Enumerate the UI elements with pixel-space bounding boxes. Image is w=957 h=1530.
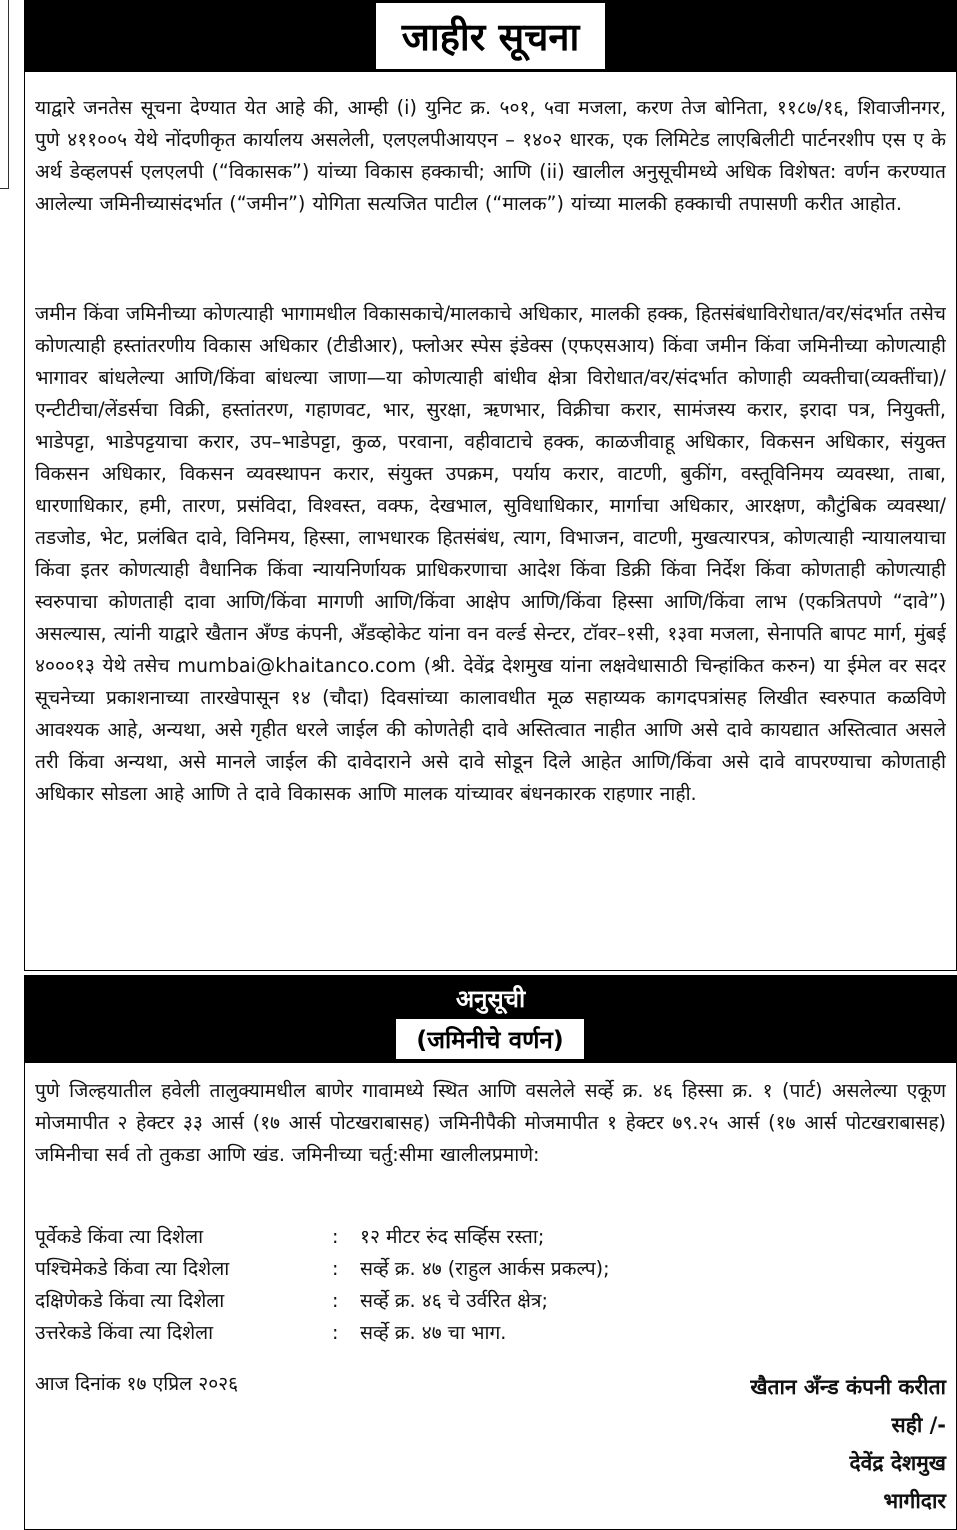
boundary-value: १२ मीटर रुंद सर्व्हिस रस्ता; xyxy=(360,1225,545,1248)
signature-mark: सही /- xyxy=(891,1413,946,1437)
signatory-role: भागीदार xyxy=(883,1489,946,1513)
notice-title: जाहीर सूचना xyxy=(376,3,606,69)
boundary-direction: उत्तरेकडे किंवा त्या दिशेला xyxy=(35,1321,214,1344)
boundary-direction: पूर्वेकडे किंवा त्या दिशेला xyxy=(35,1225,204,1248)
schedule-header xyxy=(24,975,957,1063)
boundary-direction: दक्षिणेकडे किंवा त्या दिशेला xyxy=(35,1289,225,1312)
boundary-colon: : xyxy=(332,1289,339,1312)
boundary-row-south xyxy=(35,1285,946,1317)
boundary-row-east xyxy=(35,1221,946,1253)
notice-body xyxy=(24,72,957,971)
land-description: पुणे जिल्हयातील हवेली तालुक्यामधील बाणेर गावामध्ये स्थित आणि वसलेले सर्व्हे क्र. ४६ हिस्सा क्र. १ (पार्ट) असलेल्या एकूण मोजमापीत २ हेक्टर ३३ आर्स (१७ आर्स पोटखराबासह) जमिनीपैकी मोजमापीत १ हेक्टर ७९.२५ आर्स (१७ आर्स पोटखराबासह) जमिनीचा सर्व तो तुकडा आणि खंड. जमिनीच्या चर्तु:सीमा खालीलप्रमाणे: xyxy=(35,1079,946,1166)
boundary-value: सर्व्हे क्र. ४६ चे उर्वरित क्षेत्र; xyxy=(360,1289,548,1312)
boundary-colon: : xyxy=(332,1321,339,1344)
boundary-direction: पश्चिमेकडे किंवा त्या दिशेला xyxy=(35,1257,230,1280)
page-edge-mark xyxy=(0,0,9,189)
boundary-row-west xyxy=(35,1253,946,1285)
boundary-value: सर्व्हे क्र. ४७ चा भाग. xyxy=(360,1321,507,1344)
boundary-colon: : xyxy=(332,1225,339,1248)
boundary-value: सर्व्हे क्र. ४७ (राहुल आर्कस प्रकल्प); xyxy=(360,1257,610,1280)
notice-frame xyxy=(24,0,957,1529)
schedule-subtitle: (जमिनीचे वर्णन) xyxy=(396,1019,584,1059)
signature-firm: खैतान अँन्ड कंपनी करीता xyxy=(750,1375,946,1399)
boundary-row-north xyxy=(35,1317,946,1349)
title-bar xyxy=(24,0,957,72)
boundaries-list xyxy=(35,1221,946,1349)
schedule-body xyxy=(24,1063,957,1530)
notice-date: आज दिनांक १७ एप्रिल २०२६ xyxy=(35,1372,239,1395)
boundary-colon: : xyxy=(332,1257,339,1280)
signatory-name: देवेंद्र देशमुख xyxy=(849,1451,946,1475)
paragraph-investigation: याद्वारे जनतेस सूचना देण्यात येत आहे की, आम्ही (i) युनिट क्र. ५०१, ५वा मजला, करण तेज बोनिता, ११८७/१६, शिवाजीनगर, पुणे ४११००५ येथे नोंदणीकृत कार्यालय असलेली, एलएलपीआयएन – १४०२ धारक, एक लिमिटेड लाएबिलीटी पार्टनरशीप एस ए के अर्थ डेव्हलपर्स एलएलपी (“विकासक”) यांच्या विकास हक्काची; आणि (ii) खालील अनुसूचीमध्ये अधिक विशेषत: वर्णन करण्यात आलेल्या जमिनीच्यासंदर्भात (“जमीन”) योगिता सत्यजित पाटील (“मालक”) यांच्या मालकी हक्काची तपासणी करीत आहोत. xyxy=(35,96,946,215)
schedule-title: अनुसूची xyxy=(455,985,526,1013)
signature-block xyxy=(750,1368,946,1520)
paragraph-claims: जमीन किंवा जमिनीच्या कोणत्याही भागामधील विकासकाचे/मालकाचे अधिकार, मालकी हक्क, हितसंबंधाविरोधात/वर/संदर्भात तसेच कोणत्याही हस्तांतरणीय विकास अधिकार (टीडीआर), फ्लोअर स्पेस इंडेक्स (एफएसआय) किंवा जमीन किंवा जमिनीच्या कोणत्याही भागावर बांधलेल्या आणि/किंवा बांधल्या जाणा—या कोणत्याही बांधीव क्षेत्रा विरोधात/वर/संदर्भात कोणाही व्यक्तीचा(व्यक्तींचा)/एन्टीटीचा/लेंडर्सचा विक्री, हस्तांतरण, गहाणवट, भार, सुरक्षा, ऋणभार, विक्रीचा करार, सामंजस्य करार, इरादा पत्र, नियुक्ती, भाडेपट्टा, भाडेपट्टयाचा करार, उप–भाडेपट्टा, कुळ, परवाना, वहीवाटाचे हक्क, काळजीवाहू अधिकार, विकसन अधिकार, संयुक्त विकसन अधिकार, विकसन व्यवस्थापन करार, संयुक्त उपक्रम, पर्याय करार, वाटणी, बुकींग, वस्तूविनिमय व्यवस्था, ताबा, धारणाधिकार, हमी, तारण, प्रसंविदा, विश्वस्त, वक्फ, देखभाल, सुविधाधिकार, मार्गाचा अधिकार, आरक्षण, कौटुंबिक व्यवस्था/तडजोड, भेट, प्रलंबित दावे, विनिमय, हिस्सा, लाभधारक हितसंबंध, त्याग, विभाजन, वाटणी, मुखत्यारपत्र, कोणत्याही न्यायालयाचा किंवा इतर कोणत्याही वैधानिक किंवा न्यायनिर्णायक प्राधिकरणाचा आदेश किंवा डिक्री किंवा निर्देश किंवा कोणताही कोणत्याही स्वरुपाचा कोणताही दावा आणि/किंवा मागणी आणि/किंवा आक्षेप आणि/किंवा हिस्सा आणि/किंवा लाभ (एकत्रितपणे “दावे”) असल्यास, त्यांनी याद्वारे खैतान अँण्ड कंपनी, अँडव्होकेट यांना वन वर्ल्ड सेन्टर, टॉवर–१सी, १३वा मजला, सेनापति बापट मार्ग, मुंबई ४०००१३ येथे तसेच mumbai@khaitanco.com (श्री. देवेंद्र देशमुख यांना लक्षवेधासाठी चिन्हांकित करुन) या ईमेल वर सदर सूचनेच्या प्रकाशनाच्या तारखेपासून १४ (चौदा) दिवसांच्या कालावधीत मूळ सहाय्यक कागदपत्रांसह लिखीत स्वरुपात कळविणे आवश्यक आहे, अन्यथा, असे गृहीत धरले जाईल की कोणतेही दावे अस्तित्वात नाहीत आणि असे दावे कायद्यात अस्तित्वात असले तरी किंवा अन्यथा, असे मानले जाईल की दावेदाराने असे दावे सोडून दिले आहेत आणि/किंवा असे दावे वापरण्याचा कोणताही अधिकार सोडला आहे आणि ते दावे विकासक आणि मालक यांच्यावर बंधनकारक राहणार नाही. xyxy=(35,302,946,805)
